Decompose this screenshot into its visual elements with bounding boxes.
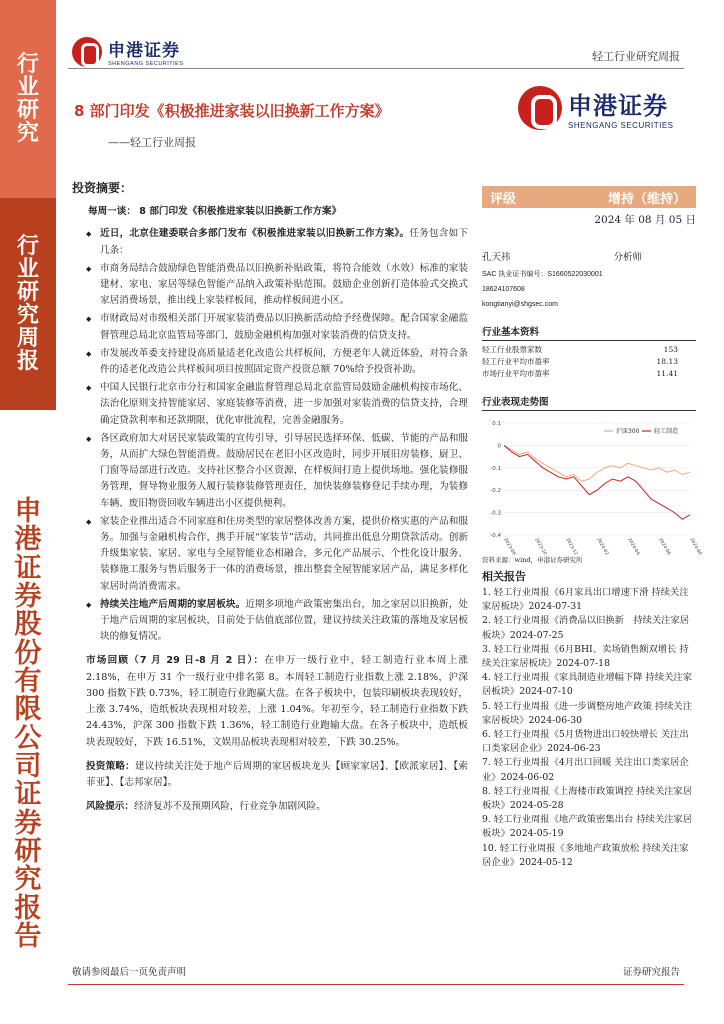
rating-label: 评级 <box>490 191 517 207</box>
x-tick-label: 2024-04 <box>626 537 641 557</box>
x-tick-label: 2024-06 <box>657 537 672 557</box>
chart-title: 行业表现走势图 <box>482 394 696 411</box>
list-item <box>86 346 468 378</box>
report-date: 2024 年 08 月 05 日 <box>594 214 696 226</box>
legend-label-1: 轻工制造 <box>654 428 679 435</box>
row-label: 轻工行业平均市盈率 <box>482 357 550 366</box>
band-char: 研 <box>16 98 39 123</box>
band-char: 公 <box>14 722 42 754</box>
row-value: 18.13 <box>656 357 678 366</box>
band-char: 告 <box>14 921 42 953</box>
brand-logo-icon <box>518 86 562 130</box>
list-item <box>86 380 468 429</box>
analyst-header <box>482 249 642 263</box>
brand-name-cn: 申港证券 <box>108 41 180 61</box>
list-item <box>86 514 468 595</box>
band-char: 究 <box>14 864 42 896</box>
bullet-text: 市财政局对市级相关部门开展家装消费品以旧换新活动给予经费保障。配合国家金融监督管理总局北京监管局等部门，鼓励金融机构加强对家装消费的信贷支持。 <box>100 313 468 341</box>
header-logo <box>72 36 184 67</box>
analyst-cert: SAC 执业证书编号：S1660522030001 <box>482 271 603 278</box>
basic-info-table <box>482 344 696 380</box>
sidebar <box>482 186 703 870</box>
row-value: 153 <box>663 345 678 354</box>
risk-text: 经济复苏不及预期风险，行业竞争加剧风险。 <box>133 801 326 813</box>
band-char: 究 <box>16 121 39 147</box>
band-char: 证 <box>14 779 42 811</box>
strategy-text: 建议持续关注处于地产后周期的家居板块龙头【顾家家居】、【欧派家居】、【索菲亚】、【志邦家居】。 <box>86 760 468 788</box>
abstract-heading: 投资摘要： <box>72 181 133 195</box>
band-char: 证 <box>14 552 42 584</box>
band-char: 业 <box>16 74 39 100</box>
report-subtitle: ——轻工行业周报 <box>108 136 196 149</box>
abstract-section <box>72 180 468 815</box>
band-char: 限 <box>14 694 42 726</box>
strategy-label: 投资策略： <box>86 760 135 772</box>
band-char: 报 <box>16 349 39 375</box>
band-char: 有 <box>14 666 42 698</box>
related-report-item[interactable]: 2. 轻工行业周报《消费品以旧换新 持续关注家居板块》2024-07-25 <box>482 615 690 641</box>
risk-label: 风险提示： <box>86 801 134 813</box>
basic-info-title: 行业基本资料 <box>482 324 696 341</box>
brand-name-en: SHENGANG SECURITIES <box>108 61 184 67</box>
x-tick-label: 2024-02 <box>595 537 610 557</box>
band-char: 券 <box>14 807 42 839</box>
analyst-name: 孔天祎 <box>482 252 511 263</box>
y-tick-label: -0.3 <box>490 510 501 517</box>
footer-label: 证券研究报告 <box>622 967 680 978</box>
bullet-bold: 持续关注地产后周期的家居板块。 <box>100 598 246 610</box>
left-band-company <box>0 410 56 1024</box>
band-char: 周 <box>16 326 39 352</box>
bullet-text: 市商务局结合鼓励绿色智能消费品以旧换新补贴政策，将符合能效（水效）标准的家装建材、家电、家居等绿色智能产品纳入政策补贴范围。鼓励企业创新打造体验式交换式家居消费场景，推出线上家装样板间，推动样板间进小区。 <box>100 262 468 307</box>
band-char: 股 <box>14 609 42 641</box>
band-char: 业 <box>16 256 39 282</box>
table-row <box>482 368 696 380</box>
bullet-text: 家装企业推出适合不同家庭和住房类型的家居整体改善方案，提供价格实惠的产品和服务。加强与金融机构合作，携手开展“家装节”活动，共同推出低息分期贷款活动。创新升级集家装、家居、家电与全屋智能业态相融合，多元化产品展示、个性化设计服务、装修施工服务与售后服务于一体的消费场景，推出整套全屋智能家居产品，满足多样化家居时尚消费需求。 <box>100 515 468 592</box>
y-tick-label: -0.4 <box>490 533 501 539</box>
bullet-text: 各区政府加大对居民家装政策的宣传引导，引导居民选择环保、低碳、节能的产品和服务，从而扩大绿色智能消费。鼓励居民在老旧小区改造时，同步开展旧房装修、厨卫、门窗等局部进行改造。支持社区整合小区资源，在样板间打造上提供场地。强化装修服务管理，督导物业服务人履行装修装修管理责任，加快装修装修登记手续办理，为装修车辆、废旧物资回收车辆进出小区提供便利。 <box>100 432 468 509</box>
list-item <box>86 311 468 343</box>
footer-divider <box>68 984 684 985</box>
y-tick-label: -0.1 <box>490 465 501 472</box>
bullet-text: 近期多项地产政策密集出台，加之家居以旧换新，处于地产后周期的家居板块，目前处于估值底部位置，建议持续关注政策的落地及家居板块的修复情况。 <box>100 598 469 643</box>
bullet-text: 任务包含如下几条： <box>100 228 469 256</box>
table-row <box>482 344 696 356</box>
legend-label-0: 沪深300 <box>616 428 640 435</box>
related-report-item[interactable]: 5. 轻工行业周报《进一步调整房地产政策 持续关注家居板块》2024-06-30 <box>482 700 693 726</box>
header-report-type: 轻工行业研究周报 <box>592 50 680 63</box>
left-band-section <box>0 0 56 198</box>
row-label: 市场行业平均市盈率 <box>482 369 550 378</box>
chart-source: 资料来源：wind，申港证券研究所 <box>482 556 583 564</box>
band-char: 行 <box>16 233 39 259</box>
investment-strategy <box>86 759 468 791</box>
band-char: 研 <box>14 836 42 868</box>
related-reports-list <box>482 586 696 870</box>
risk-warning <box>86 799 468 815</box>
weekly-topic: 每周一谈： 8 部门印发《积极推进家装以旧换新工作方案》 <box>88 206 342 218</box>
brand-logo-icon <box>72 37 102 67</box>
title-logo <box>518 86 674 130</box>
band-char: 研 <box>16 279 39 305</box>
list-item <box>86 597 468 646</box>
x-tick-label: 2024-08 <box>688 537 703 557</box>
abstract-bullets <box>86 226 468 645</box>
row-label: 轻工行业股票家数 <box>482 345 542 354</box>
related-report-item[interactable]: 7. 轻工行业周报《4月出口回暖 关注出口类家居企业》2024-06-02 <box>482 757 689 783</box>
brand-name-cn: 申港证券 <box>568 92 668 120</box>
band-char: 份 <box>14 637 42 669</box>
band-char: 券 <box>14 581 42 613</box>
band-char: 司 <box>14 751 42 783</box>
market-review-label: 市场回顾（7 月 29 日-8 月 2 日）： <box>86 655 265 667</box>
related-report-item[interactable]: 9. 轻工行业周报《地产政策密集出台 持续关注家居板块》2024-05-19 <box>482 814 693 840</box>
bullet-bold: 近日，北京住建委联合多部门发布《积极推进家装以旧换新工作方案》。 <box>100 228 410 240</box>
market-review <box>86 653 468 750</box>
related-report-item[interactable]: 8. 轻工行业周报《上海楼市政策调控 持续关注家居板块》2024-05-28 <box>482 785 693 812</box>
header-divider <box>68 68 684 69</box>
left-band-report-type <box>0 198 56 410</box>
band-char: 申 <box>14 496 42 527</box>
x-tick-label: 2023-12 <box>564 537 579 557</box>
related-report-item[interactable]: 6. 轻工行业周报《5月货物进出口较快增长 关注出口类家居企业》2024-06-23 <box>482 729 689 755</box>
y-tick-label: 0 <box>497 443 501 450</box>
band-char: 行 <box>16 51 39 77</box>
bullet-text: 中国人民银行北京市分行和国家金融监督管理总局北京监管局鼓励金融机构按市场化、法治化原则支持智能家居、家庭装修等消费，进一步加强对家装消费的信贷支持，合理确定贷款利率和还款期限，优化审批流程，完善金融服务。 <box>100 382 468 426</box>
list-item <box>86 431 468 512</box>
band-char: 港 <box>14 524 42 556</box>
related-report-item[interactable]: 10. 轻工行业周报《多地地产政策放松 持续关注家居企业》2024-05-12 <box>482 842 689 868</box>
band-char: 究 <box>16 303 39 328</box>
y-tick-label: -0.2 <box>490 488 501 495</box>
related-report-item[interactable]: 4. 轻工行业周报《家具制造业增幅下降 持续关注家居板块》2024-07-10 <box>482 672 693 698</box>
rating-bar <box>482 186 696 208</box>
report-title: 8 部门印发《积极推进家装以旧换新工作方案》 <box>74 102 390 120</box>
table-row <box>482 356 696 368</box>
related-report-item[interactable]: 3. 轻工行业周报《6月BHI、卖场销售额双增长 持续关注家居板块》2024-07-18 <box>482 643 689 670</box>
list-item <box>86 226 468 258</box>
analyst-role: 分析师 <box>613 252 642 263</box>
analyst-phone: 18624107608 <box>482 286 525 293</box>
y-tick-label: 0.1 <box>492 421 501 427</box>
series-line-0 <box>504 445 690 481</box>
rating-value: 增持（维持） <box>607 191 686 207</box>
footer-disclaimer: 敬请参阅最后一页免责声明 <box>72 967 187 978</box>
performance-chart <box>482 415 703 557</box>
x-tick-label: 2023-10 <box>533 537 548 557</box>
analyst-contact <box>482 267 696 312</box>
band-char: 报 <box>14 892 42 924</box>
list-item <box>86 261 468 310</box>
bullet-text: 市发展改革委支持建设高质量适老化改造公共样板间，方便老年人就近体验，对符合条件的适老化改造公共样板间项目按照固定资产投资总额 70%给予投资补助。 <box>100 347 468 376</box>
related-reports-title: 相关报告 <box>482 570 526 583</box>
brand-name-en: SHENGANG SECURITIES <box>568 121 674 130</box>
x-tick-label: 2023-08 <box>502 537 517 557</box>
row-value: 11.41 <box>656 369 678 378</box>
analyst-email[interactable]: kongtianyi@shgsec.com <box>482 301 558 308</box>
performance-chart-section <box>482 394 703 564</box>
market-review-text: 在申万一级行业中，轻工制造行业本周上涨 2.18%，在申万 31 个一级行业中排名第 8。本周轻工制造行业指数上涨 2.18%，沪深 300 指数下跌 0.73%，轻工制造行业跑赢大盘。在各子板块中，包装印刷板块表现较好，上涨 3.74%，造纸板块表现相对较差，上涨 1.04%。年初至今，轻工制造行业指数下跌 24.43%，沪深 300 指数下跌 1.36%，轻工制造行业跑输大盘。在各子板块中，造纸板块表现较好，下跌 16.51%，文娱用品板块表现相对较差，下跌 30.25%。 <box>86 655 468 748</box>
related-report-item[interactable]: 1. 轻工行业周报《6月家具出口增速下滑 持续关注家居板块》2024-07-31 <box>482 587 689 613</box>
